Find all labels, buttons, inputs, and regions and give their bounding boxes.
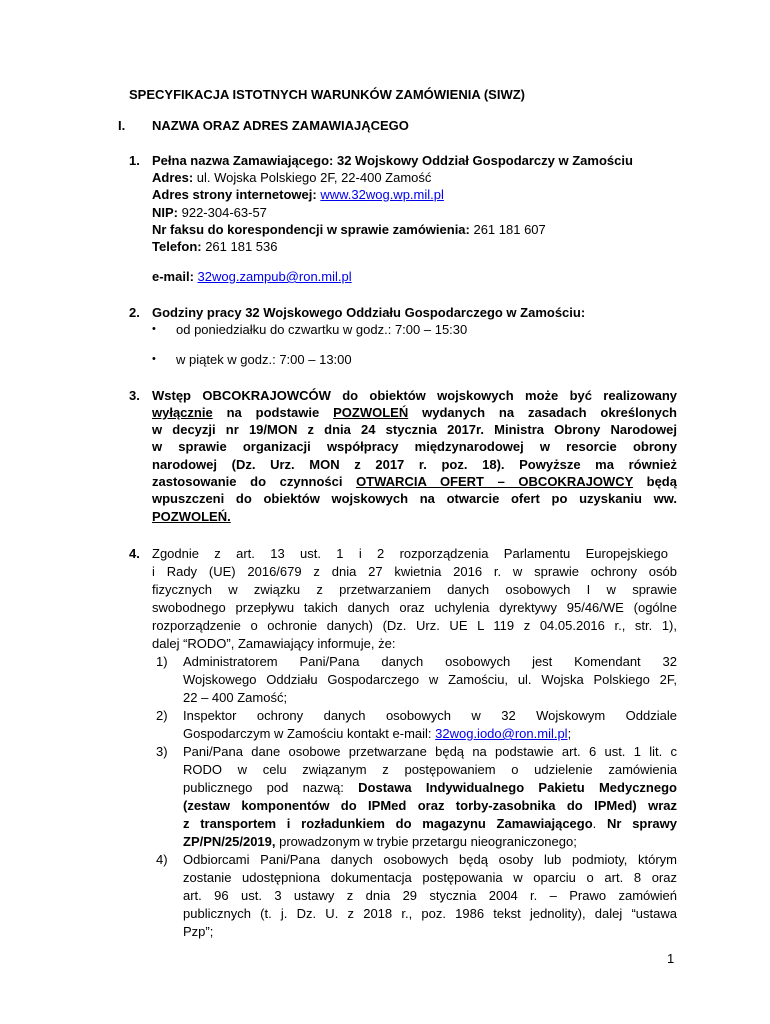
email-label: e-mail: [152, 269, 194, 284]
sub-line [183, 725, 571, 742]
foreigners-line [152, 473, 677, 490]
email-link[interactable]: 32wog.zampub@ron.mil.pl [197, 269, 352, 284]
sub-line: zostanie udostępniona dokumentacja postępowania w oparciu o art. 8 oraz [183, 870, 677, 885]
nip-value: 922-304-63-57 [178, 205, 267, 220]
item-number: 3. [129, 388, 140, 403]
sub-line: art. 96 ust. 3 ustawy z dnia 29 stycznia 2004 r. – Prawo zamówień [183, 888, 677, 903]
sub-number: 3) [156, 744, 168, 759]
item-number: 2. [129, 305, 140, 320]
sub-number: 1) [156, 654, 168, 669]
rodo-line: fizycznych w związku z przetwarzaniem danych osobowych I w sprawie [152, 582, 677, 597]
foreigners-line [152, 404, 677, 421]
text-run: ; [567, 726, 572, 741]
address-line [152, 169, 431, 186]
phone-label: Telefon: [152, 239, 202, 254]
bullet-icon: • [152, 323, 156, 335]
sub-line: 22 – 400 Zamość; [183, 690, 288, 705]
exclusively-text: wyłącznie [152, 405, 213, 420]
text-run: publicznego pod nazwą: [183, 780, 359, 795]
sub-line [183, 833, 577, 850]
address-label: Adres: [152, 170, 194, 185]
nip-label: NIP: [152, 205, 178, 220]
sub-number: 2) [156, 708, 168, 723]
email-line [152, 268, 352, 285]
sub-line [183, 815, 677, 832]
sub-line: Wojskowego Oddziału Gospodarczego w Zamościu, ul. Wojska Polskiego 2F, [183, 672, 677, 687]
page-number: 1 [667, 951, 675, 966]
rodo-line: Zgodnie z art. 13 ust. 1 i 2 rozporządzenia Parlamentu Europejskiego [152, 546, 668, 561]
sub-line: publicznych (t. j. Dz. U. z 2018 r., poz. 1986 tekst jednolity), dalej “ustawa [183, 906, 677, 921]
hours-item: w piątek w godz.: 7:00 – 13:00 [176, 352, 352, 367]
opening-offers-text: OTWARCIA OFERT – OBCOKRAJOWCY [356, 474, 634, 489]
foreigners-line: w decyzji nr 19/MON z dnia 24 stycznia 2017r. Ministra Obrony Narodowej [152, 422, 677, 437]
text-run: zastosowanie do czynności [152, 474, 357, 489]
full-name-line: Pełna nazwa Zamawiającego: 32 Wojskowy Oddział Gospodarczy w Zamościu [152, 153, 633, 168]
permits-text: POZWOLEŃ [333, 405, 409, 420]
nip-line [152, 204, 267, 221]
item-number: 1. [129, 153, 140, 168]
item-number: 4. [129, 546, 140, 561]
sub-line: Pzp”; [183, 924, 214, 939]
rodo-line: dalej “RODO”, Zamawiający informuje, że: [152, 636, 396, 651]
phone-value: 261 181 536 [201, 239, 278, 254]
address-value: ul. Wojska Polskiego 2F, 22-400 Zamość [193, 170, 432, 185]
sub-line: Pani/Pana dane osobowe przetwarzane będą na podstawie art. 6 ust. 1 lit. c [183, 744, 677, 759]
sub-line: (zestaw komponentów do IPMed oraz torby-zasobnika do IPMed) wraz [183, 798, 677, 813]
case-number: ZP/PN/25/2019, [183, 834, 276, 849]
text-run: na podstawie [212, 405, 334, 420]
section-heading: NAZWA ORAZ ADRES ZAMAWIAJĄCEGO [152, 118, 409, 133]
text-run: Gospodarczym w Zamościu kontakt e-mail: [183, 726, 436, 741]
text-run: będą [633, 474, 677, 489]
text-run: . [592, 816, 608, 831]
section-number: I. [118, 118, 126, 133]
iodo-email-link[interactable]: 32wog.iodo@ron.mil.pl [435, 726, 568, 741]
fax-value: 261 181 607 [469, 222, 546, 237]
procurement-name: Dostawa Indywidualnego Pakietu Medycznego [358, 780, 677, 795]
text-run: z transportem i rozładunkiem do magazynu Zamawiającego [183, 816, 593, 831]
permits-end-text: POZWOLEŃ. [152, 509, 231, 524]
sub-line: Odbiorcami Pani/Pana danych osobowych będą osoby lub podmioty, którym [183, 852, 677, 867]
rodo-line: i Rady (UE) 2016/679 z dnia 27 kwietnia 2016 r. w sprawie ochrony osób [152, 564, 677, 579]
foreigners-line: narodowej (Dz. Urz. MON z 2017 r. poz. 18). Powyższe ma również [152, 457, 677, 472]
website-label: Adres strony internetowej: [152, 187, 317, 202]
sub-line: Administratorem Pani/Pana danych osobowych jest Komendant 32 [183, 654, 677, 669]
website-link[interactable]: www.32wog.wp.mil.pl [320, 187, 444, 202]
fax-label: Nr faksu do korespondencji w sprawie zamówienia: [152, 222, 470, 237]
text-run: wydanych na zasadach określonych [408, 405, 677, 420]
foreigners-line: w sprawie organizacji współpracy międzynarodowej w resorcie obrony [152, 439, 677, 454]
foreigners-line: wpuszczeni do obiektów wojskowych na otwarcie ofert po uzyskaniu ww. [152, 491, 677, 506]
text-run: Nr sprawy [607, 816, 677, 831]
website-line [152, 186, 444, 203]
rodo-line: swobodnego przepływu takich danych oraz uchylenia dyrektywy 95/46/WE (ogólne [152, 600, 677, 615]
sub-line: Inspektor ochrony danych osobowych w 32 Wojskowym Oddziale [183, 708, 677, 723]
bullet-icon: • [152, 353, 156, 365]
document-title: SPECYFIKACJA ISTOTNYCH WARUNKÓW ZAMÓWIENIA (SIWZ) [129, 87, 526, 102]
phone-line [152, 238, 278, 255]
rodo-line: rozporządzenie o ochronie danych) (Dz. Urz. UE L 119 z 04.05.2016 r., str. 1), [152, 618, 677, 633]
sub-number: 4) [156, 852, 168, 867]
sub-line [183, 779, 677, 796]
sub-line: RODO w celu związanym z postępowaniem o udzielenie zamówienia [183, 762, 677, 777]
fax-line [152, 221, 546, 238]
hours-heading: Godziny pracy 32 Wojskowego Oddziału Gospodarczego w Zamościu: [152, 305, 586, 320]
text-run: prowadzonym w trybie przetargu nieograniczonego; [275, 834, 577, 849]
hours-item: od poniedziałku do czwartku w godz.: 7:00 – 15:30 [176, 322, 468, 337]
foreigners-line: Wstęp OBCOKRAJOWCÓW do obiektów wojskowych może być realizowany [152, 388, 677, 403]
